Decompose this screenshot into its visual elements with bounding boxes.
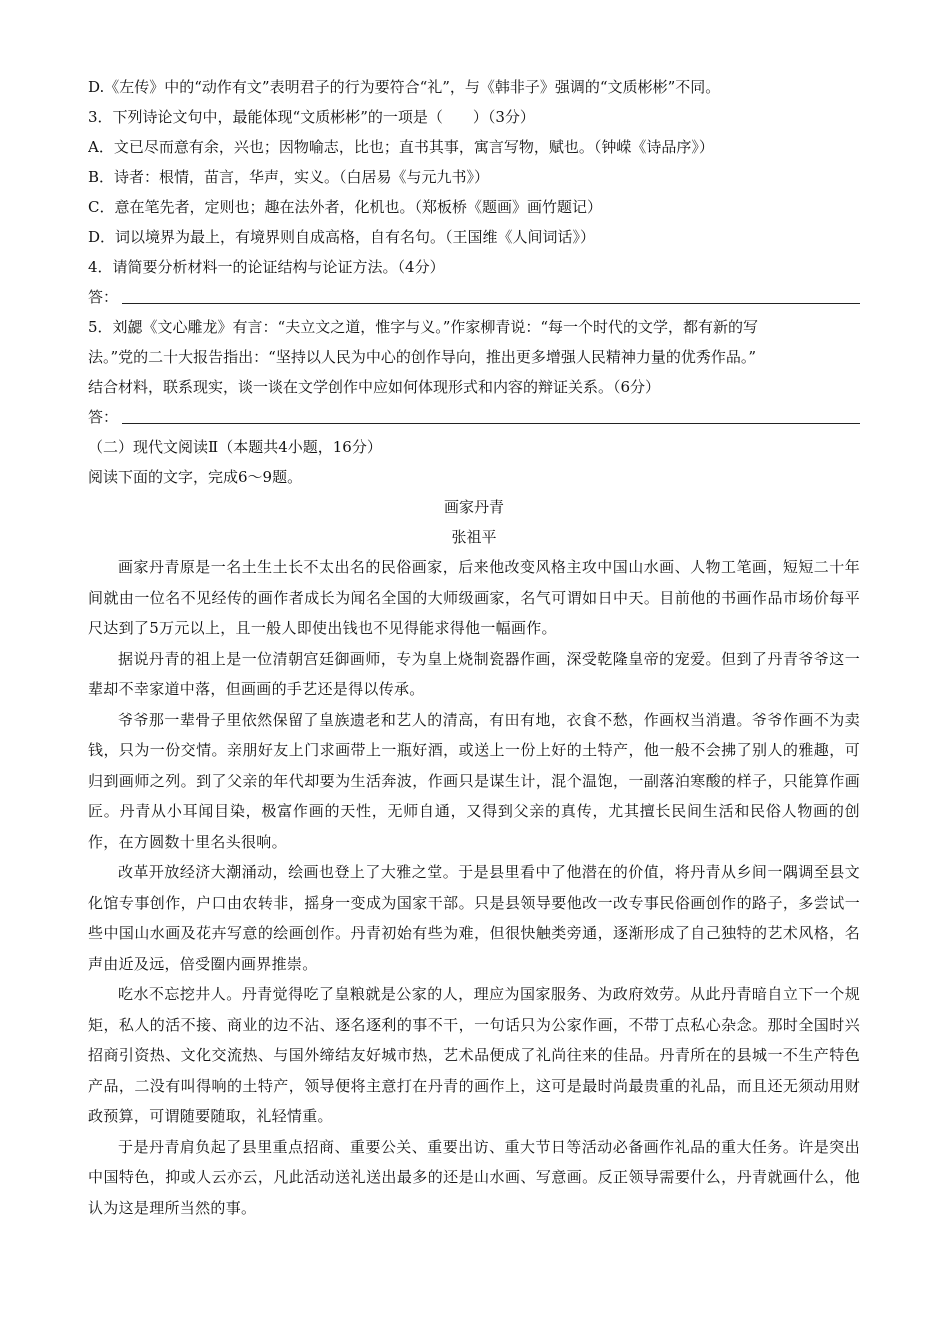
story-paragraph: 画家丹青原是一名土生土长不太出名的民俗画家，后来他改变风格主攻中国山水画、人物工笔画，短短二十年间就由一位名不见经传的画作者成长为闻名全国的大师级画家，名气可谓如日中天。目前他的书画作品市场价每平尺达到了5万元以上，且一般人即使出钱也不见得能求得他一幅画作。 bbox=[88, 558, 860, 637]
q3-stem: 3．下列诗论文句中，最能体现“文质彬彬”的一项是（ ）（3分） bbox=[88, 108, 535, 126]
q5-stem-line-2: 法。”党的二十大报告指出：“坚持以人民为中心的创作导向，推出更多增强人民精神力量的优秀作品。” bbox=[88, 348, 757, 366]
q4-answer-label: 答： bbox=[88, 288, 119, 306]
q5-stem-line-3: 结合材料，联系现实，谈一谈在文学创作中应如何体现形式和内容的辩证关系。（6分） bbox=[88, 378, 661, 396]
story-title: 画家丹青 bbox=[443, 498, 504, 516]
story-body bbox=[88, 552, 860, 1223]
q3-option-d: D．词以境界为最上，有境界则自成高格，自有名句。（王国维《人间词话》） bbox=[88, 228, 596, 246]
q2-option-d: D.《左传》中的“动作有文”表明君子的行为要符合“礼”，与《韩非子》强调的“文质彬彬”不同。 bbox=[88, 78, 721, 96]
q5-answer-label: 答： bbox=[88, 408, 119, 426]
section-heading: （二）现代文阅读Ⅱ（本题共4小题，16分） bbox=[88, 438, 382, 456]
q5-answer-blank[interactable] bbox=[122, 422, 860, 424]
section-instruction: 阅读下面的文字，完成6～9题。 bbox=[88, 468, 303, 486]
story-author: 张祖平 bbox=[451, 528, 497, 546]
story-paragraph: 吃水不忘挖井人。丹青觉得吃了皇粮就是公家的人，理应为国家服务、为政府效劳。从此丹青暗自立下一个规矩，私人的活不接、商业的边不沾、逐名逐利的事不干，一句话只为公家作画，不带丁点私心杂念。那时全国时兴招商引资热、文化交流热、与国外缔结友好城市热，艺术品便成了礼尚往来的佳品。丹青所在的县城一不生产特色产品，二没有叫得响的土特产，领导便将主意打在丹青的画作上，这可是最时尚最贵重的礼品，而且还无须动用财政预算，可谓随要随取，礼轻情重。 bbox=[88, 985, 860, 1125]
story-paragraph: 改革开放经济大潮涌动，绘画也登上了大雅之堂。于是县里看中了他潜在的价值，将丹青从乡间一隅调至县文化馆专事创作，户口由农转非，摇身一变成为国家干部。只是县领导要他改一改专事民俗画创作的路子，多尝试一些中国山水画及花卉写意的绘画创作。丹青初始有些为难，但很快触类旁通，逐渐形成了自己独特的艺术风格，名声由近及远，倍受圈内画界推崇。 bbox=[88, 863, 860, 973]
q4-answer-line bbox=[88, 282, 860, 312]
q3-option-c: C．意在笔先者，定则也；趣在法外者，化机也。（郑板桥《题画》画竹题记） bbox=[88, 198, 602, 216]
story-paragraph: 据说丹青的祖上是一位清朝宫廷御画师，专为皇上烧制瓷器作画，深受乾隆皇帝的宠爱。但到了丹青爷爷这一辈却不幸家道中落，但画画的手艺还是得以传承。 bbox=[88, 649, 860, 698]
q5-answer-line bbox=[88, 402, 860, 432]
q4-stem: 4．请简要分析材料一的论证结构与论证方法。（4分） bbox=[88, 258, 445, 276]
story-paragraph: 于是丹青肩负起了县里重点招商、重要公关、重要出访、重大节日等活动必备画作礼品的重大任务。许是突出中国特色，抑或人云亦云，凡此活动送礼送出最多的还是山水画、写意画。反正领导需要什么，丹青就画什么，他认为这是理所当然的事。 bbox=[88, 1137, 860, 1217]
q3-option-a: A．文已尽而意有余，兴也；因物喻志，比也；直书其事，寓言写物，赋也。（钟嵘《诗品序》） bbox=[88, 138, 714, 156]
q5-stem-line-1: 5．刘勰《文心雕龙》有言：“夫立文之道，惟字与义。”作家柳青说：“每一个时代的文学，都有新的写 bbox=[88, 318, 759, 336]
q3-option-b: B．诗者：根情，苗言，华声，实义。（白居易《与元九书》） bbox=[88, 168, 490, 186]
exam-page bbox=[88, 72, 860, 1223]
story-paragraph: 爷爷那一辈骨子里依然保留了皇族遗老和艺人的清高，有田有地，衣食不愁，作画权当消遣。爷爷作画不为卖钱，只为一份交情。亲朋好友上门求画带上一瓶好酒，或送上一份上好的土特产，他一般不会拂了别人的雅趣，可归到画师之列。到了父亲的年代却要为生活奔波，作画只是谋生计，混个温饱，一副落泊寒酸的样子，只能算作画匠。丹青从小耳闻目染，极富作画的天性，无师自通，又得到父亲的真传，尤其擅长民间生活和民俗人物画的创作，在方圆数十里名头很响。 bbox=[88, 710, 860, 851]
q4-answer-blank[interactable] bbox=[122, 302, 860, 304]
